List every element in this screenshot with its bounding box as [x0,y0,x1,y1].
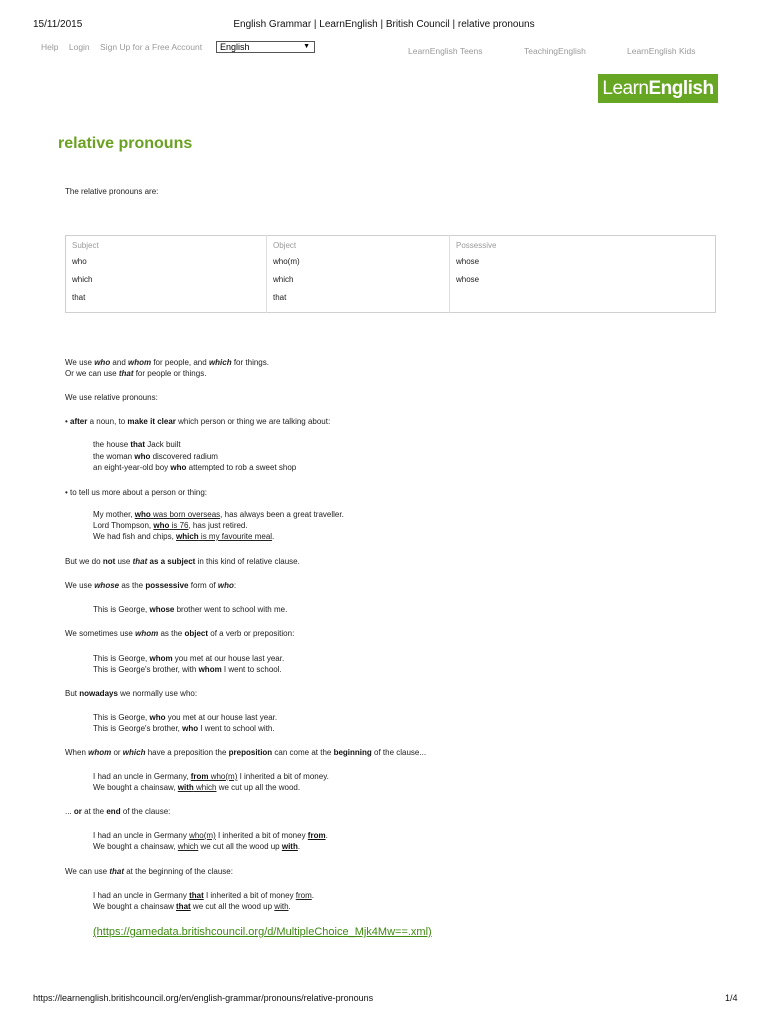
table-cell: that [267,289,450,313]
print-url: https://learnenglish.britishcouncil.org/en/english-grammar/pronouns/relative-pronouns [33,993,374,1003]
text-line: We use whose as the possessive form of who: [65,581,237,590]
login-link[interactable]: Login [68,42,90,52]
chevron-down-icon: ▼ [303,43,310,50]
language-selected: English [220,42,250,52]
table-header-row [66,236,716,254]
print-page-number: 1/4 [725,993,738,1003]
example-line: This is George's brother, with whom I went to school. [93,665,282,674]
table-row [66,289,716,313]
example-line: I had an uncle in Germany that I inherited a bit of money from. [93,891,315,900]
example-line: This is George's brother, who I went to school with. [93,724,275,733]
intro-text: The relative pronouns are: [65,187,159,196]
language-select[interactable] [216,41,315,53]
header-subject: Subject [72,240,99,250]
table-row [66,253,716,271]
text-line: • to tell us more about a person or thing: [65,488,207,497]
signup-link[interactable]: Sign Up for a Free Account [100,42,203,52]
example-line: My mother, who was born overseas, has always been a great traveller. [93,510,344,519]
help-link[interactable]: Help [41,42,59,52]
example-line: This is George, who you met at our house last year. [93,713,278,722]
relative-pronouns-table [65,235,716,313]
text-line: Or we can use that for people or things. [65,369,207,378]
table-cell: that [72,293,86,302]
table-cell [450,289,716,313]
text-line: We can use that at the beginning of the clause: [65,867,233,876]
text-line: But we do not use that as a subject in this kind of relative clause. [65,557,300,566]
example-line: I had an uncle in Germany, from who(m) I inherited a bit of money. [93,772,329,781]
example-line: This is George, whose brother went to school with me. [93,605,288,614]
text-line: We use who and whom for people, and which for things. [65,358,269,367]
print-date: 15/11/2015 [33,19,83,30]
example-line: the woman who discovered radium [93,452,218,461]
text-line: We sometimes use whom as the object of a verb or preposition: [65,629,295,638]
text-line: We use relative pronouns: [65,393,158,402]
learnenglish-logo[interactable] [598,74,718,103]
print-page-title: English Grammar | LearnEnglish | British Council | relative pronouns [233,19,535,30]
text-line: ... or at the end of the clause: [65,807,171,816]
learnenglish-kids-link[interactable]: LearnEnglish Kids [627,46,696,56]
table-row [66,271,716,289]
example-line: We bought a chainsaw that we cut all the wood up with. [93,902,291,911]
teachingenglish-link[interactable]: TeachingEnglish [524,46,586,56]
logo-text-learn: Learn [602,78,649,99]
exercise-link[interactable]: (https://gamedata.britishcouncil.org/d/MultipleChoice_Mjk4Mw==.xml) [93,926,432,938]
learnenglish-teens-link[interactable]: LearnEnglish Teens [408,46,483,56]
table-cell: which [267,271,450,289]
text-line: But nowadays we normally use who: [65,689,198,698]
example-line: the house that Jack built [93,440,181,449]
example-line: This is George, whom you met at our house last year. [93,654,285,663]
table-cell: whose [450,271,716,289]
example-line: I had an uncle in Germany who(m) I inherited a bit of money from. [93,831,328,840]
top-nav [41,42,210,52]
example-line: Lord Thompson, who is 76, has just retired. [93,521,248,530]
example-line: We bought a chainsaw, which we cut all the wood up with. [93,842,301,851]
page-title: relative pronouns [58,135,193,152]
example-line: an eight-year-old boy who attempted to rob a sweet shop [93,463,297,472]
table-cell: who(m) [267,253,450,271]
header-object: Object [267,236,450,254]
logo-text-english: English [648,78,714,99]
text-line: • after a noun, to make it clear which person or thing we are talking about: [65,417,331,426]
example-line: We had fish and chips, which is my favourite meal. [93,532,275,541]
text-line: When whom or which have a preposition the preposition can come at the beginning of the clause... [65,748,427,757]
table-cell: who [72,257,87,266]
example-line: We bought a chainsaw, with which we cut up all the wood. [93,783,301,792]
table-cell: which [72,275,93,284]
table-cell: whose [450,253,716,271]
header-possessive: Possessive [450,236,716,254]
